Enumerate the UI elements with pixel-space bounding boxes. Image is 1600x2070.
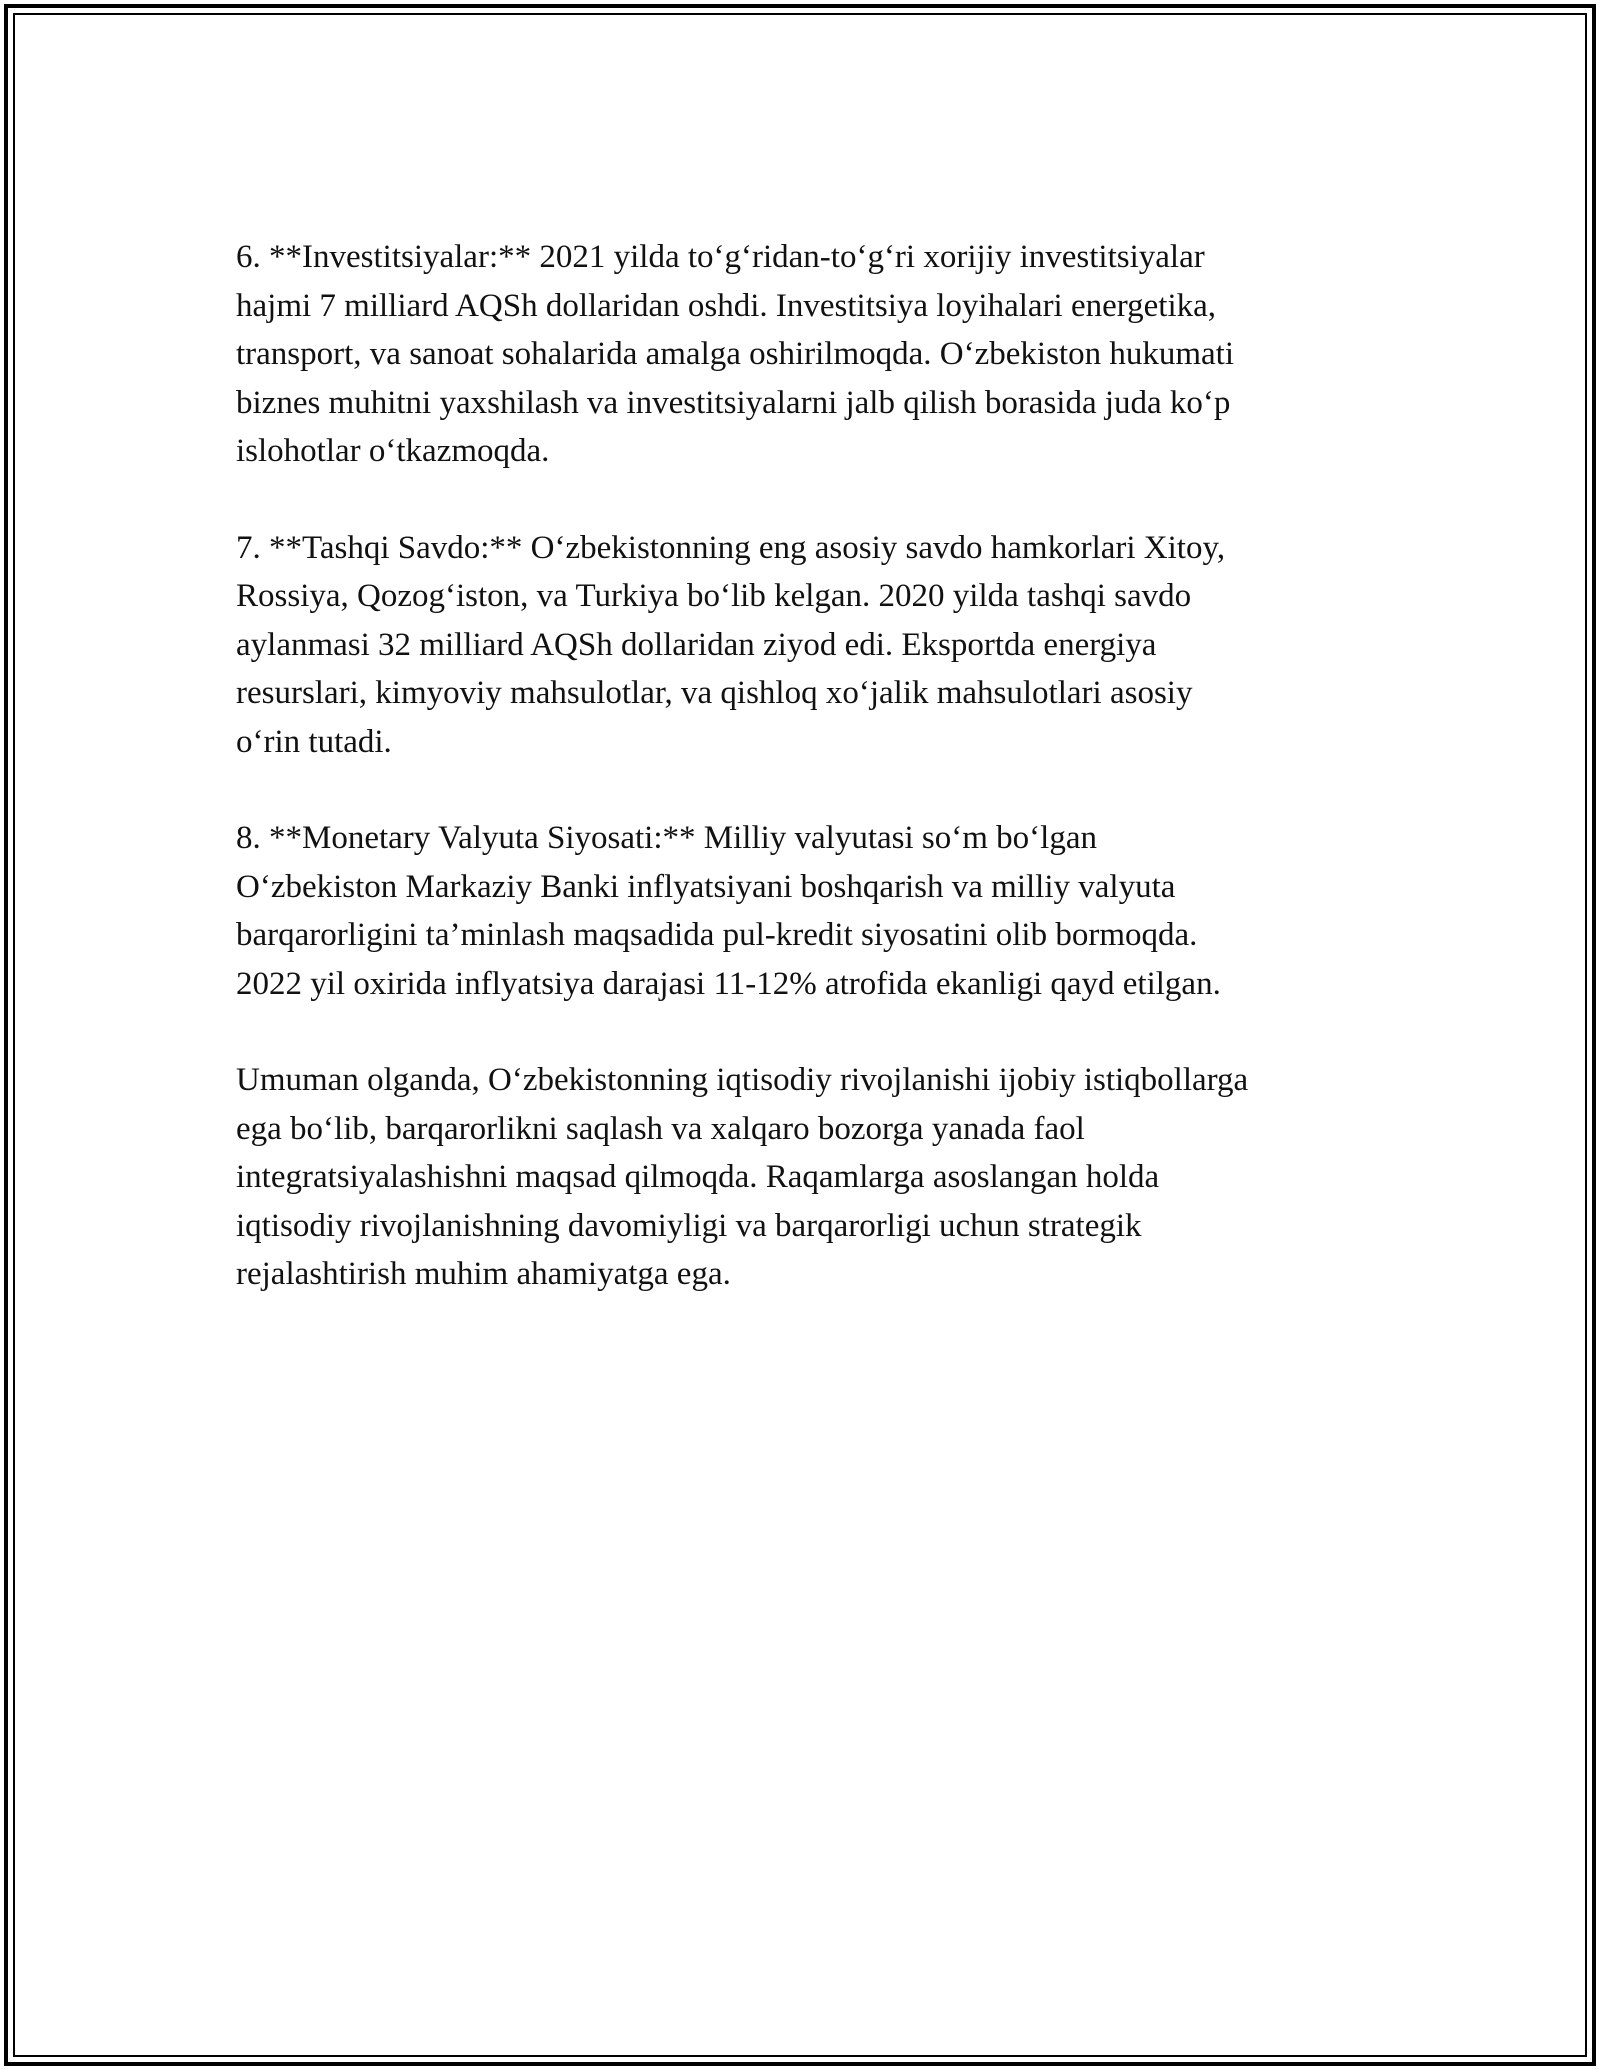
paragraph-conclusion: Umuman olganda, O‘zbekistonning iqtisodiy rivojlanishi ijobiy istiqbollarga ega bo‘lib, barqarorlikni saqlash va xalqaro bozorga yanada faol integratsiyalashishni maqsad qilmoqda. Raqamlarga asoslangan holda iqtisodiy rivojlanishning davomiyligi va barqarorligi uchun strategik rejalashtirish muhim ahamiyatga ega. <box>236 1062 1249 1292</box>
document-body <box>236 233 1366 1347</box>
paragraph-investments: 6. **Investitsiyalar:** 2021 yilda to‘g‘ridan-to‘g‘ri xorijiy investitsiyalar hajmi 7 milliard AQSh dollaridan oshdi. Investitsiya loyihalari energetika, transport, va sanoat sohalarida amalga oshirilmoqda. O‘zbekiston hukumati biznes muhitni yaxshilash va investitsiyalarni jalb qilish borasida juda ko‘p islohotlar o‘tkazmoqda. <box>236 239 1234 469</box>
paragraph-foreign-trade: 7. **Tashqi Savdo:** O‘zbekistonning eng asosiy savdo hamkorlari Xitoy, Rossiya, Qozog‘iston, va Turkiya bo‘lib kelgan. 2020 yilda tashqi savdo aylanmasi 32 milliard AQSh dollaridan ziyod edi. Eksportda energiya resurslari, kimyoviy mahsulotlar, va qishloq xo‘jalik mahsulotlari asosiy o‘rin tutadi. <box>236 529 1226 760</box>
paragraph-monetary-policy: 8. **Monetary Valyuta Siyosati:** Milliy valyutasi so‘m bo‘lgan O‘zbekiston Markaziy Banki inflyatsiyani boshqarish va milliy valyuta barqarorligini ta’minlash maqsadida pul-kredit siyosatini olib bormoqda. 2022 yil oxirida inflyatsiya darajasi 11-12% atrofida ekanligi qayd etilgan. <box>236 820 1221 1002</box>
